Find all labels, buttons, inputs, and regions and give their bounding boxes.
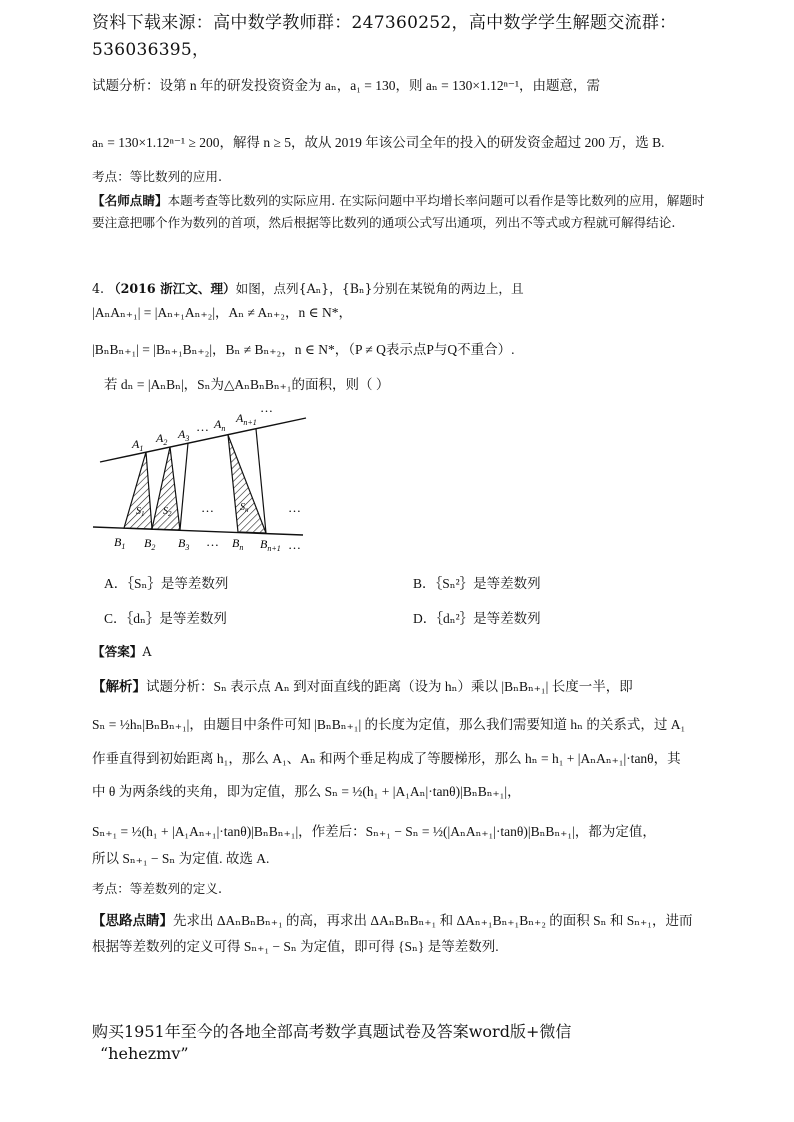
solution-line-5: Sₙ₊₁ = ½(h₁ + |A₁Aₙ₊₁|·tanθ)|BₙBₙ₊₁|，作差后：Sₙ₊₁ − Sₙ = ½(|AₙAₙ₊₁|·tanθ)|BₙBₙ₊₁|，都为定值， <box>92 824 656 839</box>
problem-condition-1: |AₙAₙ₊₁| = |Aₙ₊₁Aₙ₊₂|，Aₙ ≠ Aₙ₊₂，n ∈ N*， <box>92 305 352 320</box>
problem-condition-2: |BₙBₙ₊₁| = |Bₙ₊₁Bₙ₊₂|，Bₙ ≠ Bₙ₊₂，n ∈ N*，（P ≠ Q表示点P与Q不重合）. <box>92 342 515 357</box>
solution-line-3: 作垂直得到初始距离 h₁，那么 A₁、Aₙ 和两个垂足构成了等腰梯形，那么 hₙ = h₁ + |AₙAₙ₊₁|·tanθ，其 <box>92 751 681 766</box>
problem-number: 4. <box>92 281 105 296</box>
prev-kaodian: 考点：等比数列的应用. <box>92 169 222 184</box>
prev-comment-tag: 【名师点睛】 <box>92 193 168 208</box>
problem-heading <box>92 278 524 297</box>
problem-source: （2016 浙江文、理） <box>108 281 236 296</box>
option-d: D．｛dₙ²｝是等差数列 <box>413 611 541 626</box>
label-bn1: $B_{n+1}$ <box>260 537 281 553</box>
answer-value: A <box>142 644 152 659</box>
header-line-1: 资料下载来源：高中数学教师群：247360252，高中数学学生解题交流群： <box>92 13 677 33</box>
idea-line-2: 根据等差数列的定义可得 Sₙ₊₁ − Sₙ 为定值，即可得 {Sₙ} 是等差数列. <box>92 939 499 954</box>
prev-analysis-line-2: aₙ = 130×1.12ⁿ⁻¹ ≥ 200，解得 n ≥ 5，故从 2019 年该公司全年的投入的研发资金超过 200 万，选 B. <box>92 135 665 150</box>
dots-bottom-end: … <box>288 537 301 552</box>
prev-comment <box>92 190 706 234</box>
label-an1: $A_{n+1}$ <box>236 411 257 427</box>
triangle-sn <box>228 435 266 533</box>
label-a2: $A_2$ <box>156 431 168 447</box>
label-b2: $B_2$ <box>144 536 156 552</box>
dots-bottom: … <box>206 534 219 549</box>
header-line-2: 536036395， <box>92 40 210 60</box>
dots-mid-2: … <box>288 500 301 515</box>
dots-top-end: … <box>260 400 273 415</box>
solution-line-6: 所以 Sₙ₊₁ − Sₙ 为定值. 故选 A. <box>92 851 270 866</box>
idea-tag: 【思路点睛】 <box>92 913 173 928</box>
answer-tag: 【答案】 <box>92 644 143 659</box>
answer <box>92 641 151 660</box>
label-sn: $S_n$ <box>240 502 249 514</box>
option-c: C．｛dₙ｝是等差数列 <box>104 611 227 626</box>
solution-line-1 <box>92 675 633 695</box>
option-a: A．｛Sₙ｝是等差数列 <box>104 576 229 591</box>
solution-line-4: 中 θ 为两条线的夹角，即为定值，那么 Sₙ = ½(h₁ + |A₁Aₙ|·tanθ)|BₙBₙ₊₁|， <box>92 784 521 799</box>
prev-comment-text: 本题考查等比数列的实际应用. 在实际问题中平均增长率问题可以看作是等比数列的应用，解题时要注意把哪个作为数列的首项，然后根据等比数列的通项公式写出通项，列出不等式或方程就可解得结论. <box>92 193 705 230</box>
solution-tag: 【解析】 <box>92 679 146 694</box>
acute-angle-figure <box>88 400 328 558</box>
solution-kaodian: 考点：等差数列的定义. <box>92 881 222 896</box>
solution-line-2: Sₙ = ½hₙ|BₙBₙ₊₁|，由题目中条件可知 |BₙBₙ₊₁| 的长度为定值，那么我们需要知道 hₙ 的关系式，过 A₁ <box>92 717 686 732</box>
label-a1: $A_1$ <box>132 437 144 453</box>
label-an: $A_n$ <box>214 417 226 433</box>
dots-mid-1: … <box>201 500 214 515</box>
prev-analysis-line-1: 试题分析：设第 n 年的研发投资资金为 aₙ，a₁ = 130，则 aₙ = 130×1.12ⁿ⁻¹，由题意，需 <box>92 78 601 93</box>
triangle-s2 <box>152 447 180 530</box>
label-s2: $S_2$ <box>163 506 172 518</box>
option-b: B．｛Sₙ²｝是等差数列 <box>413 576 541 591</box>
segment-a3-b3 <box>180 443 188 530</box>
problem-condition-3: 若 dₙ = |AₙBₙ|，Sₙ为△AₙBₙBₙ₊₁的面积，则（ ） <box>104 377 390 392</box>
label-b3: $B_3$ <box>178 536 190 552</box>
label-a3: $A_3$ <box>178 427 190 443</box>
problem-stem: 如图，点列{Aₙ}，{Bₙ}分别在某锐角的两边上，且 <box>235 281 524 296</box>
footer-line-2: “hehezmv” <box>100 1044 189 1063</box>
idea-line-1-text: 先求出 ΔAₙBₙBₙ₊₁ 的高，再求出 ΔAₙBₙBₙ₊₁ 和 ΔAₙ₊₁Bₙ₊₁Bₙ₊₂ 的面积 Sₙ 和 Sₙ₊₁，进而 <box>173 913 693 928</box>
dots-top: … <box>196 419 209 434</box>
triangle-s1 <box>124 452 152 529</box>
label-bn: $B_n$ <box>232 536 244 552</box>
footer-line-1: 购买1951年至今的各地全部高考数学真题试卷及答案word版+微信 <box>92 1022 572 1041</box>
solution-line-1-text: 试题分析：Sₙ 表示点 Aₙ 到对面直线的距离（设为 hₙ）乘以 |BₙBₙ₊₁| 长度一半，即 <box>146 679 633 694</box>
label-s1: $S_1$ <box>136 506 145 518</box>
idea-line-1 <box>92 909 692 929</box>
label-b1: $B_1$ <box>114 535 126 551</box>
